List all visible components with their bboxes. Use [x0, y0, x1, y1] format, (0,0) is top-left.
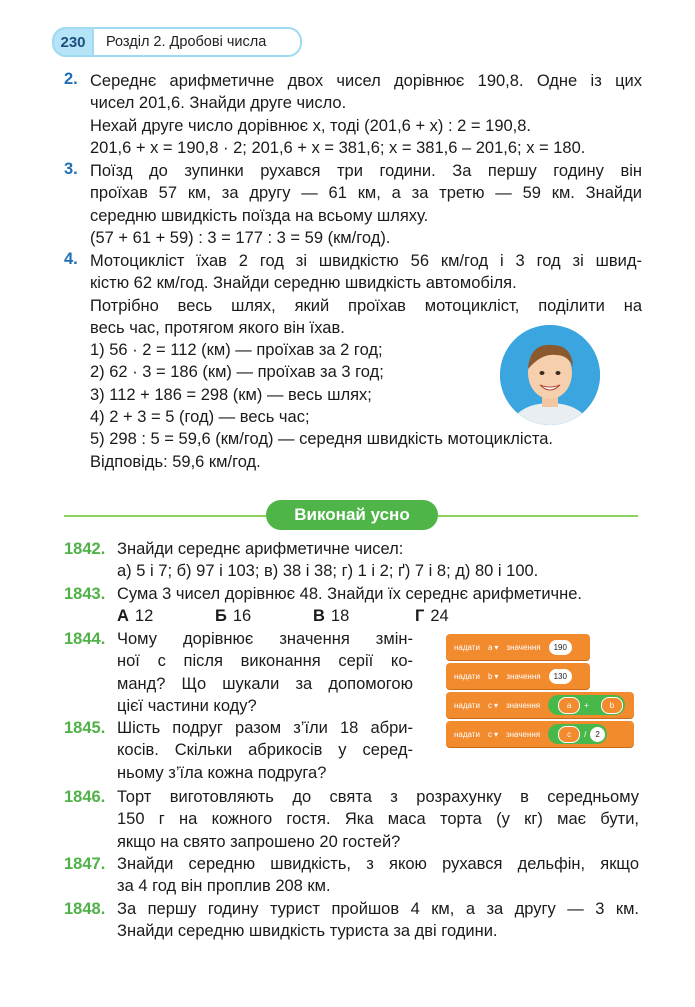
- choice-c: В 18: [313, 607, 350, 626]
- text-line: Потрібно весь шлях, який проїхав мотоцикліст, поділити на: [90, 296, 642, 315]
- boy-photo: [500, 325, 600, 425]
- page-header: [52, 27, 302, 57]
- code-block: надати c ▾ значення a + b: [446, 692, 634, 718]
- task-number: 1842.: [64, 540, 106, 558]
- choice-b: Б 16: [215, 607, 252, 626]
- code-block: надати a ▾ значення 190: [446, 634, 590, 660]
- text-line: чисел 201,6. Знайди друге число.: [90, 94, 347, 113]
- text-line: За першу годину турист пройшов 4 км, а за другу — 3 км.: [117, 900, 639, 918]
- text-line: Поїзд до зупинки рухався три години. За першу годину він: [90, 162, 642, 180]
- example-number: 3.: [64, 160, 78, 178]
- text-line: Знайди середнє арифметичне чисел:: [117, 540, 404, 558]
- text-line: проїхав 57 км, за другу — 61 км, а за третю — 59 км. Знайди: [90, 184, 642, 203]
- text-line: а) 5 і 7; б) 97 і 103; в) 38 і 38; г) 1 і 2; ґ) 7 і 8; д) 80 і 100.: [117, 562, 539, 581]
- code-blocks: [446, 634, 615, 752]
- text-line: манд? Що шукали за допомогою: [117, 674, 413, 693]
- task-number: 1847.: [64, 855, 106, 873]
- example-number: 4.: [64, 250, 78, 268]
- text-line: Чому дорівнює значення змін-: [117, 630, 413, 648]
- page-number: 230: [52, 27, 94, 57]
- task-number: 1843.: [64, 585, 106, 603]
- text-line: Нехай друге число дорівнює x, тоді (201,6 + x) : 2 = 190,8.: [90, 116, 532, 135]
- text-line: Знайди середню швидкість туриста за дві години.: [117, 922, 498, 941]
- section-title-header: Розділ 2. Дробові числа: [106, 34, 267, 50]
- task-number: 1846.: [64, 788, 106, 806]
- text-line: ної c після виконання серії ко-: [117, 652, 413, 671]
- text-line: Мотоцикліст їхав 2 год зі швидкістю 56 км/год і 3 год зі швид-: [90, 252, 642, 270]
- divider-line-left: [64, 515, 266, 517]
- choice-d: Г 24: [415, 607, 449, 626]
- text-line: цієї частини коду?: [117, 696, 257, 715]
- code-block: надати b ▾ значення 130: [446, 663, 590, 689]
- example-3: [90, 160, 642, 249]
- text-line: за 4 год він проплив 208 км.: [117, 877, 331, 896]
- task-number: 1845.: [64, 719, 106, 737]
- task-number: 1848.: [64, 900, 106, 918]
- text-line: 2) 62 · 3 = 186 (км) — проїхав за 3 год;: [90, 363, 384, 382]
- text-line: 1) 56 · 2 = 112 (км) — проїхав за 2 год;: [90, 341, 383, 360]
- text-line: Сума 3 чисел дорівнює 48. Знайди їх середнє арифметичне.: [117, 585, 583, 603]
- text-line: 4) 2 + 3 = 5 (год) — весь час;: [90, 408, 310, 427]
- text-line: кістю 62 км/год. Знайди середню швидкість автомобіля.: [90, 274, 517, 293]
- choice-a: А 12: [117, 607, 154, 626]
- text-line: косів. Скільки абрикосів у серед-: [117, 741, 413, 760]
- task-number: 1844.: [64, 630, 106, 648]
- text-line: Середнє арифметичне двох чисел дорівнює 190,8. Одне із цих: [90, 72, 642, 90]
- text-line: 3) 112 + 186 = 298 (км) — весь шлях;: [90, 385, 372, 404]
- text-line: Шість подруг разом з’їли 18 абри-: [117, 719, 413, 737]
- text-line: ньому з’їла кожна подруга?: [117, 763, 327, 782]
- answer-choices: [117, 605, 582, 627]
- text-line: (57 + 61 + 59) : 3 = 177 : 3 = 59 (км/год).: [90, 228, 391, 247]
- example-number: 2.: [64, 70, 78, 88]
- text-line: Відповідь: 59,6 км/год.: [90, 452, 261, 471]
- text-line: весь час, протягом якого він їхав.: [90, 318, 345, 337]
- text-line: якщо на свято запрошено 20 гостей?: [117, 832, 401, 851]
- text-line: середню швидкість поїзда на всьому шляху.: [90, 206, 429, 225]
- text-line: Знайди середню швидкість, з якою рухався дельфін, якщо: [117, 855, 639, 873]
- text-line: 150 г на кожного гостя. Яка маса торта (у кг) має бути,: [117, 810, 639, 829]
- text-line: 201,6 + x = 190,8 · 2; 201,6 + x = 381,6; x = 381,6 – 201,6; x = 180.: [90, 138, 586, 157]
- text-line: 5) 298 : 5 = 59,6 (км/год) — середня швидкість мотоцикліста.: [90, 430, 553, 449]
- example-2: [90, 70, 642, 159]
- text-line: Торт виготовляють до свята з розрахунку в середньому: [117, 788, 639, 806]
- divider-line-right: [438, 515, 638, 517]
- code-block: надати c ▾ значення c / 2: [446, 721, 634, 747]
- section-banner: Виконай усно: [266, 500, 438, 530]
- boy-illustration-icon: [500, 325, 600, 425]
